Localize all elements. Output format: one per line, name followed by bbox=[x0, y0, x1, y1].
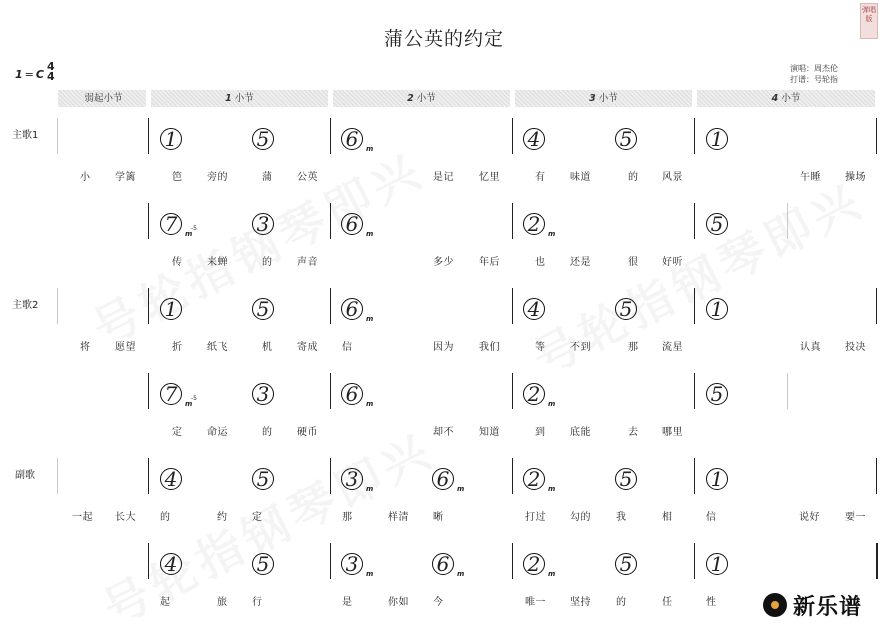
key-letter: C bbox=[35, 68, 44, 81]
barline bbox=[512, 203, 513, 239]
chord-degree: 5 bbox=[706, 383, 728, 405]
lyric-syllable: 蒲 bbox=[262, 172, 273, 183]
chord-degree: 5 bbox=[252, 553, 274, 575]
chord-degree: 4 bbox=[160, 468, 182, 490]
section-label-chorus: 副歌 bbox=[15, 470, 35, 481]
lyric-syllable: 到 bbox=[535, 427, 546, 438]
chord-degree: 6 bbox=[432, 553, 454, 575]
chord-quality: m bbox=[548, 400, 556, 408]
chord-degree: 2 bbox=[523, 383, 545, 405]
lyric-syllable: 午睡 bbox=[800, 172, 821, 183]
chord-degree: 4 bbox=[523, 298, 545, 320]
barline bbox=[694, 288, 695, 324]
lyric-syllable: 声音 bbox=[297, 257, 318, 268]
lyric-syllable: 学篱 bbox=[115, 172, 136, 183]
lyric-syllable: 小 bbox=[80, 172, 91, 183]
lyric-syllable: 流星 bbox=[662, 342, 683, 353]
site-logo-text: 新乐谱 bbox=[793, 595, 863, 620]
lyric-syllable: 公英 bbox=[297, 172, 318, 183]
key-signature bbox=[15, 68, 44, 81]
lyric-syllable: 坚持 bbox=[570, 597, 591, 608]
chord-degree: 6 bbox=[341, 213, 363, 235]
time-signature-unit: 4 bbox=[47, 70, 55, 83]
chord-degree: 5 bbox=[615, 553, 637, 575]
chord-degree: 3 bbox=[252, 383, 274, 405]
lyric-syllable: 唯一 bbox=[525, 597, 546, 608]
lyric-syllable: 的 bbox=[628, 172, 639, 183]
lyric-syllable: 打过 bbox=[525, 512, 546, 523]
lyric-syllable: 要一 bbox=[845, 512, 866, 523]
barline bbox=[330, 543, 331, 579]
measure-header-4 bbox=[697, 90, 875, 107]
lyric-syllable: 不到 bbox=[570, 342, 591, 353]
performer-credit: 演唱：周杰伦 bbox=[790, 64, 838, 73]
chord-quality: m bbox=[548, 485, 556, 493]
barline bbox=[512, 288, 513, 324]
chord-quality: m bbox=[185, 400, 193, 408]
lyric-syllable: 长大 bbox=[115, 512, 136, 523]
lyric-syllable: 那 bbox=[628, 342, 639, 353]
lyric-syllable: 底能 bbox=[570, 427, 591, 438]
barline bbox=[148, 203, 149, 239]
chord-alteration: -5 bbox=[191, 225, 197, 232]
lyric-syllable: 样清 bbox=[388, 512, 409, 523]
barline bbox=[694, 458, 695, 494]
barline bbox=[876, 543, 878, 579]
lyric-syllable: 旅 bbox=[217, 597, 228, 608]
chord-quality: m bbox=[366, 145, 374, 153]
barline bbox=[694, 543, 695, 579]
measure-header-label: 小节 bbox=[234, 93, 254, 104]
barline bbox=[330, 203, 331, 239]
barline bbox=[694, 203, 695, 239]
chord-degree: 1 bbox=[706, 468, 728, 490]
lyric-syllable: 信 bbox=[342, 342, 353, 353]
lyric-syllable: 忆里 bbox=[479, 172, 500, 183]
lyric-syllable: 定 bbox=[252, 512, 263, 523]
lyric-syllable: 哪里 bbox=[662, 427, 683, 438]
lyric-syllable: 的 bbox=[616, 597, 627, 608]
lyric-syllable: 却不 bbox=[433, 427, 454, 438]
lyric-syllable: 笆 bbox=[172, 172, 183, 183]
lyric-syllable: 是 bbox=[342, 597, 353, 608]
arranger-credit: 打谱：号轮指 bbox=[790, 75, 838, 84]
lyric-syllable: 多少 bbox=[433, 257, 454, 268]
key-tonic-number: 1 bbox=[15, 68, 23, 81]
lyric-syllable: 的 bbox=[262, 257, 273, 268]
chord-degree: 1 bbox=[706, 298, 728, 320]
lyric-syllable: 定 bbox=[172, 427, 183, 438]
lyric-syllable: 投决 bbox=[845, 342, 866, 353]
measure-header-number: 2 bbox=[407, 93, 414, 104]
barline bbox=[876, 458, 877, 494]
chord-quality: m bbox=[548, 230, 556, 238]
measure-header-number: 3 bbox=[589, 93, 596, 104]
chord-degree: 5 bbox=[615, 128, 637, 150]
lyric-syllable: 起 bbox=[160, 597, 171, 608]
lyric-syllable: 今 bbox=[433, 597, 444, 608]
lyric-syllable: 很 bbox=[628, 257, 639, 268]
chord-degree: 6 bbox=[341, 128, 363, 150]
section-label-verse1: 主歌1 bbox=[12, 130, 39, 141]
song-title: 蒲公英的约定 bbox=[383, 28, 504, 50]
chord-quality: m bbox=[366, 570, 374, 578]
measure-header-label: 小节 bbox=[598, 93, 618, 104]
chord-degree: 6 bbox=[341, 383, 363, 405]
chord-degree: 6 bbox=[341, 298, 363, 320]
measure-header-number: 1 bbox=[225, 93, 232, 104]
lyric-syllable: 约 bbox=[217, 512, 228, 523]
chord-degree: 6 bbox=[432, 468, 454, 490]
time-signature-beats: 4 bbox=[47, 60, 55, 73]
chord-quality: m bbox=[548, 570, 556, 578]
lyric-syllable: 折 bbox=[172, 342, 183, 353]
lyric-syllable: 有 bbox=[535, 172, 546, 183]
pickup-barline bbox=[57, 288, 58, 324]
lyric-syllable: 我 bbox=[616, 512, 627, 523]
lyric-syllable: 也 bbox=[535, 257, 546, 268]
lyric-syllable: 因为 bbox=[433, 342, 454, 353]
barline bbox=[148, 373, 149, 409]
chord-degree: 3 bbox=[341, 553, 363, 575]
chord-degree: 3 bbox=[341, 468, 363, 490]
lyric-syllable: 传 bbox=[172, 257, 183, 268]
lyric-syllable: 操场 bbox=[845, 172, 866, 183]
record-disc-icon bbox=[763, 593, 787, 617]
chord-degree: 5 bbox=[252, 128, 274, 150]
chord-quality: m bbox=[366, 400, 374, 408]
measure-header-label: 弱起小节 bbox=[84, 93, 123, 104]
lyric-syllable: 知道 bbox=[479, 427, 500, 438]
barline bbox=[148, 543, 149, 579]
chord-degree: 1 bbox=[160, 128, 182, 150]
lyric-syllable: 性 bbox=[706, 597, 717, 608]
lyric-syllable: 味道 bbox=[570, 172, 591, 183]
system-end-barline bbox=[787, 373, 788, 409]
lyric-syllable: 好听 bbox=[662, 257, 683, 268]
lyric-syllable: 勾的 bbox=[570, 512, 591, 523]
chord-degree: 2 bbox=[523, 553, 545, 575]
pickup-barline bbox=[57, 458, 58, 494]
barline bbox=[148, 118, 149, 154]
chord-alteration: -5 bbox=[191, 395, 197, 402]
chord-degree: 5 bbox=[615, 298, 637, 320]
lyric-syllable: 行 bbox=[252, 597, 263, 608]
version-badge: 弹唱版 bbox=[860, 3, 878, 39]
chord-quality: m bbox=[457, 570, 465, 578]
lyric-syllable: 去 bbox=[628, 427, 639, 438]
barline bbox=[512, 118, 513, 154]
credits bbox=[790, 63, 838, 85]
chord-degree: 1 bbox=[706, 128, 728, 150]
lyric-syllable: 说好 bbox=[799, 512, 820, 523]
barline bbox=[512, 458, 513, 494]
measure-header-number: 4 bbox=[771, 93, 779, 104]
measure-header-pickup bbox=[58, 90, 146, 107]
chord-degree: 5 bbox=[615, 468, 637, 490]
chord-degree: 5 bbox=[252, 468, 274, 490]
lyric-syllable: 年后 bbox=[479, 257, 500, 268]
chord-quality: m bbox=[366, 230, 374, 238]
lyric-syllable: 风景 bbox=[662, 172, 683, 183]
lyric-syllable: 等 bbox=[535, 342, 546, 353]
lyric-syllable: 命运 bbox=[207, 427, 228, 438]
lyric-syllable: 的 bbox=[160, 512, 171, 523]
barline bbox=[330, 458, 331, 494]
lyric-syllable: 的 bbox=[262, 427, 273, 438]
measure-header-3 bbox=[515, 90, 692, 107]
barline bbox=[148, 288, 149, 324]
measure-header-label: 小节 bbox=[781, 93, 801, 104]
lyric-syllable: 那 bbox=[342, 512, 353, 523]
lyric-syllable: 来蝉 bbox=[207, 257, 228, 268]
lyric-syllable: 硬币 bbox=[297, 427, 318, 438]
chord-quality: m bbox=[185, 230, 193, 238]
lyric-syllable: 机 bbox=[262, 342, 273, 353]
measure-header-1 bbox=[151, 90, 328, 107]
lyric-syllable: 还是 bbox=[570, 257, 591, 268]
barline bbox=[876, 288, 877, 324]
chord-degree: 5 bbox=[706, 213, 728, 235]
measure-header-label: 小节 bbox=[416, 93, 436, 104]
lyric-syllable: 你如 bbox=[388, 597, 409, 608]
barline bbox=[330, 373, 331, 409]
lyric-syllable: 将 bbox=[80, 342, 91, 353]
lyric-syllable: 相 bbox=[662, 512, 673, 523]
chord-quality: m bbox=[366, 485, 374, 493]
lyric-syllable: 愿望 bbox=[115, 342, 136, 353]
chord-degree: 3 bbox=[252, 213, 274, 235]
lyric-syllable: 是记 bbox=[433, 172, 454, 183]
chord-degree: 2 bbox=[523, 213, 545, 235]
lyric-syllable: 任 bbox=[662, 597, 673, 608]
lyric-syllable: 旁的 bbox=[207, 172, 228, 183]
chord-degree: 1 bbox=[160, 298, 182, 320]
system-end-barline bbox=[787, 203, 788, 239]
barline bbox=[148, 458, 149, 494]
key-equals: = bbox=[24, 68, 34, 81]
barline bbox=[876, 118, 877, 154]
chord-quality: m bbox=[366, 315, 374, 323]
lyric-syllable: 晰 bbox=[433, 512, 444, 523]
time-signature bbox=[47, 62, 55, 82]
lyric-syllable: 寄成 bbox=[297, 342, 318, 353]
chord-degree: 2 bbox=[523, 468, 545, 490]
barline bbox=[512, 543, 513, 579]
lyric-syllable: 一起 bbox=[72, 512, 93, 523]
barline bbox=[330, 118, 331, 154]
lyric-syllable: 认真 bbox=[800, 342, 821, 353]
chord-quality: m bbox=[457, 485, 465, 493]
chord-degree: 4 bbox=[523, 128, 545, 150]
barline bbox=[694, 118, 695, 154]
lyric-syllable: 我们 bbox=[479, 342, 500, 353]
chord-degree: 4 bbox=[160, 553, 182, 575]
chord-degree: 1 bbox=[706, 553, 728, 575]
lyric-syllable: 纸飞 bbox=[207, 342, 228, 353]
chord-degree: 5 bbox=[252, 298, 274, 320]
barline bbox=[694, 373, 695, 409]
lyric-syllable: 信 bbox=[706, 512, 717, 523]
barline bbox=[512, 373, 513, 409]
watermark-right bbox=[520, 165, 874, 389]
chord-degree: 7 bbox=[160, 383, 182, 405]
pickup-barline bbox=[57, 118, 58, 154]
section-label-verse2: 主歌2 bbox=[12, 300, 39, 311]
measure-header-2 bbox=[333, 90, 510, 107]
barline bbox=[330, 288, 331, 324]
chord-degree: 7 bbox=[160, 213, 182, 235]
